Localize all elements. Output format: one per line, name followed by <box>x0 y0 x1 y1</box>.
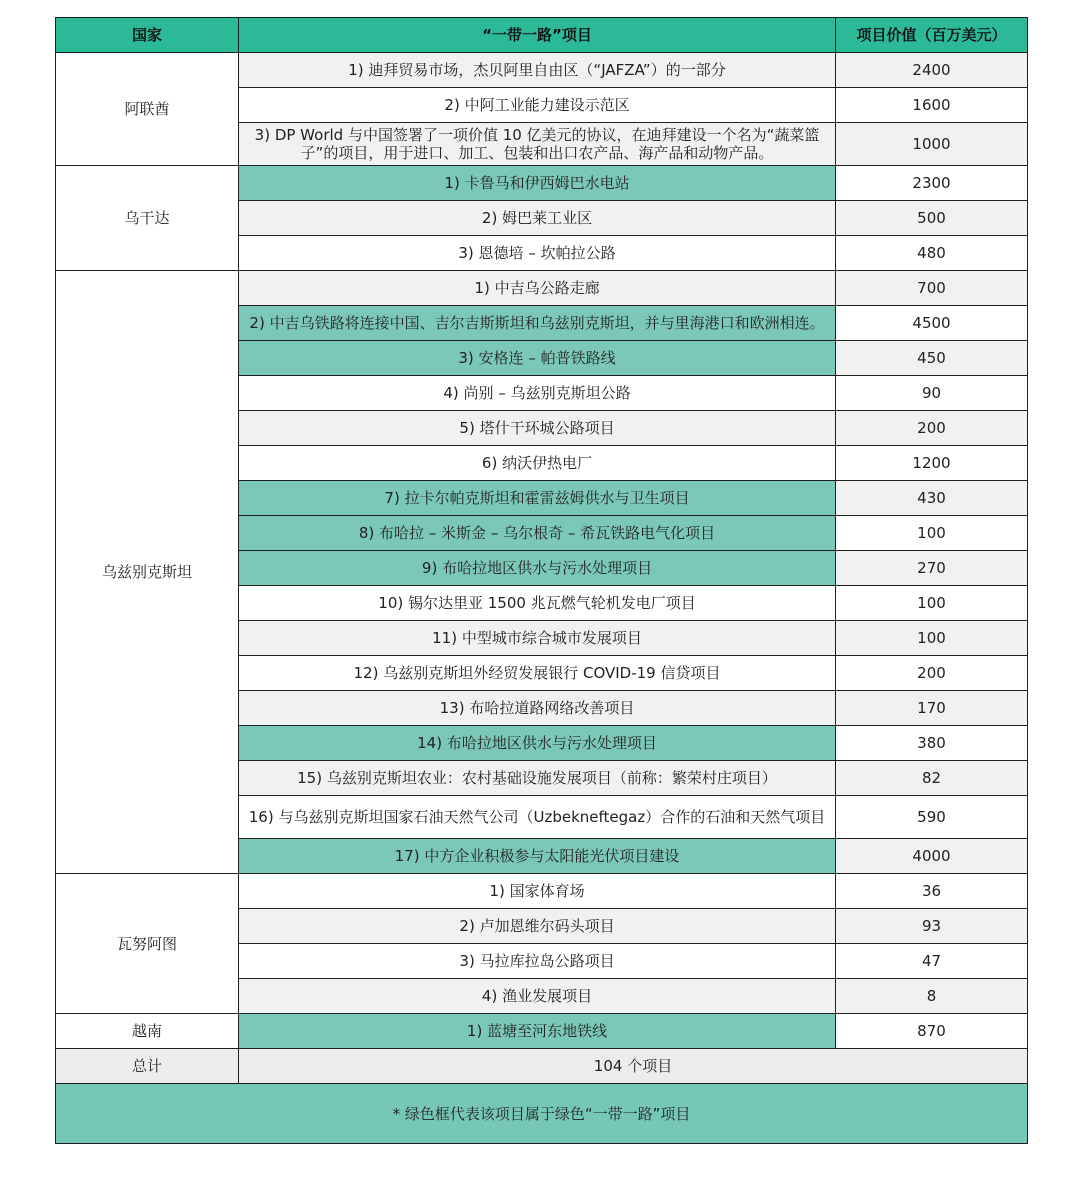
country-cell: 瓦努阿图 <box>56 874 239 1014</box>
project-cell: 2) 姆巴莱工业区 <box>239 201 836 236</box>
header-project: “一带一路”项目 <box>239 18 836 53</box>
value-cell: 93 <box>836 909 1028 944</box>
table-row <box>56 1014 1028 1049</box>
value-cell: 100 <box>836 621 1028 656</box>
table-row <box>56 53 1028 88</box>
value-cell: 170 <box>836 691 1028 726</box>
project-cell: 13) 布哈拉道路网络改善项目 <box>239 691 836 726</box>
value-cell: 8 <box>836 979 1028 1014</box>
table-body <box>56 53 1028 1049</box>
value-cell: 870 <box>836 1014 1028 1049</box>
footnote: * 绿色框代表该项目属于绿色“一带一路”项目 <box>56 1084 1028 1144</box>
project-cell: 3) 恩德培 – 坎帕拉公路 <box>239 236 836 271</box>
project-cell: 3) DP World 与中国签署了一项价值 10 亿美元的协议，在迪拜建设一个名为“蔬菜篮子”的项目，用于进口、加工、包装和出口农产品、海产品和动物产品。 <box>239 123 836 166</box>
value-cell: 36 <box>836 874 1028 909</box>
value-cell: 100 <box>836 516 1028 551</box>
value-cell: 2300 <box>836 166 1028 201</box>
total-label: 总计 <box>56 1049 239 1084</box>
header-value: 项目价值（百万美元） <box>836 18 1028 53</box>
project-cell: 4) 尚别 – 乌兹别克斯坦公路 <box>239 376 836 411</box>
value-cell: 1200 <box>836 446 1028 481</box>
header-country: 国家 <box>56 18 239 53</box>
project-cell: 2) 卢加恩维尔码头项目 <box>239 909 836 944</box>
value-cell: 1600 <box>836 88 1028 123</box>
project-cell: 7) 拉卡尔帕克斯坦和霍雷兹姆供水与卫生项目 <box>239 481 836 516</box>
project-cell: 1) 卡鲁马和伊西姆巴水电站 <box>239 166 836 201</box>
project-cell: 1) 迪拜贸易市场，杰贝阿里自由区（“JAFZA”）的一部分 <box>239 53 836 88</box>
project-cell: 8) 布哈拉 – 米斯金 – 乌尔根奇 – 希瓦铁路电气化项目 <box>239 516 836 551</box>
value-cell: 47 <box>836 944 1028 979</box>
project-cell: 15) 乌兹别克斯坦农业：农村基础设施发展项目（前称：繁荣村庄项目） <box>239 761 836 796</box>
project-cell: 10) 锡尔达里亚 1500 兆瓦燃气轮机发电厂项目 <box>239 586 836 621</box>
country-cell: 越南 <box>56 1014 239 1049</box>
project-cell: 1) 蓝塘至河东地铁线 <box>239 1014 836 1049</box>
value-cell: 430 <box>836 481 1028 516</box>
project-cell: 2) 中阿工业能力建设示范区 <box>239 88 836 123</box>
project-cell: 2) 中吉乌铁路将连接中国、吉尔吉斯斯坦和乌兹别克斯坦，并与里海港口和欧洲相连。 <box>239 306 836 341</box>
country-cell: 乌兹别克斯坦 <box>56 271 239 874</box>
country-cell: 阿联酋 <box>56 53 239 166</box>
value-cell: 1000 <box>836 123 1028 166</box>
table-row <box>56 271 1028 306</box>
table-row <box>56 166 1028 201</box>
value-cell: 500 <box>836 201 1028 236</box>
project-cell: 4) 渔业发展项目 <box>239 979 836 1014</box>
table-row <box>56 874 1028 909</box>
project-cell: 17) 中方企业积极参与太阳能光伏项目建设 <box>239 839 836 874</box>
value-cell: 270 <box>836 551 1028 586</box>
value-cell: 82 <box>836 761 1028 796</box>
project-cell: 16) 与乌兹别克斯坦国家石油天然气公司（Uzbekneftegaz）合作的石油和天然气项目 <box>239 796 836 839</box>
value-cell: 4000 <box>836 839 1028 874</box>
value-cell: 200 <box>836 411 1028 446</box>
table-header-row <box>56 18 1028 53</box>
project-cell: 5) 塔什干环城公路项目 <box>239 411 836 446</box>
value-cell: 200 <box>836 656 1028 691</box>
project-cell: 1) 中吉乌公路走廊 <box>239 271 836 306</box>
value-cell: 450 <box>836 341 1028 376</box>
value-cell: 480 <box>836 236 1028 271</box>
value-cell: 100 <box>836 586 1028 621</box>
project-cell: 3) 安格连 – 帕普铁路线 <box>239 341 836 376</box>
value-cell: 90 <box>836 376 1028 411</box>
total-value: 104 个项目 <box>239 1049 1028 1084</box>
project-cell: 1) 国家体育场 <box>239 874 836 909</box>
project-cell: 14) 布哈拉地区供水与污水处理项目 <box>239 726 836 761</box>
project-cell: 12) 乌兹别克斯坦外经贸发展银行 COVID-19 信贷项目 <box>239 656 836 691</box>
project-cell: 3) 马拉库拉岛公路项目 <box>239 944 836 979</box>
project-cell: 6) 纳沃伊热电厂 <box>239 446 836 481</box>
value-cell: 4500 <box>836 306 1028 341</box>
country-cell: 乌干达 <box>56 166 239 271</box>
project-cell: 11) 中型城市综合城市发展项目 <box>239 621 836 656</box>
footnote-row <box>56 1084 1028 1144</box>
bri-projects-table <box>55 17 1028 1144</box>
value-cell: 700 <box>836 271 1028 306</box>
value-cell: 590 <box>836 796 1028 839</box>
value-cell: 380 <box>836 726 1028 761</box>
value-cell: 2400 <box>836 53 1028 88</box>
project-cell: 9) 布哈拉地区供水与污水处理项目 <box>239 551 836 586</box>
total-row <box>56 1049 1028 1084</box>
